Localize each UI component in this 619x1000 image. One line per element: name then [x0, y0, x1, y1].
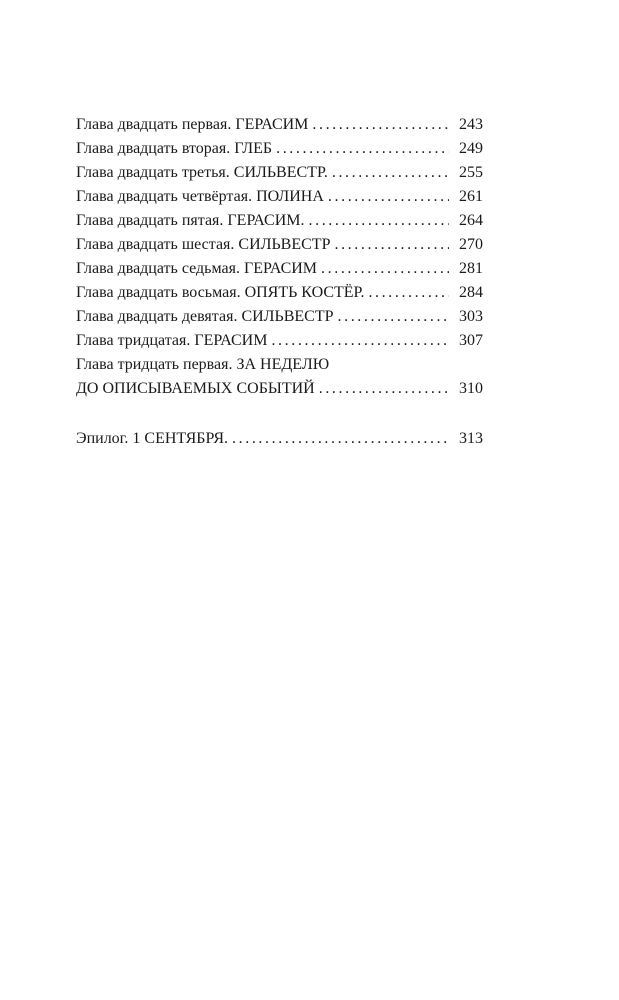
toc-entry-title: Глава двадцать третья. СИЛЬВЕСТР.	[76, 164, 328, 181]
toc-entry-chapter-29[interactable]	[76, 305, 483, 329]
toc-entry-chapter-24[interactable]	[76, 185, 483, 209]
toc-entry-title: Глава двадцать седьмая. ГЕРАСИМ	[76, 260, 318, 277]
section-spacer	[76, 401, 483, 427]
toc-entry-title: Эпилог. 1 СЕНТЯБРЯ.	[76, 430, 229, 447]
toc-entry-page: 249	[459, 140, 483, 157]
toc-entry-chapter-31-line1[interactable]	[76, 353, 483, 377]
toc-entry-chapter-31-line2[interactable]	[76, 377, 483, 401]
dot-leader	[368, 281, 449, 305]
dot-leader	[332, 161, 449, 185]
toc-entry-page: 313	[459, 430, 483, 447]
toc-entry-page: 281	[459, 260, 483, 277]
dot-leader	[312, 113, 449, 137]
dot-leader	[319, 377, 449, 401]
dot-leader	[276, 137, 449, 161]
toc-entry-page: 307	[459, 332, 483, 349]
toc-entry-page: 310	[459, 380, 483, 397]
toc-entry-title: Глава тридцать первая. ЗА НЕДЕЛЮ	[76, 356, 330, 373]
toc-entry-epilogue[interactable]	[76, 427, 483, 451]
toc-entry-page: 255	[459, 164, 483, 181]
toc-entry-page: 243	[459, 116, 483, 133]
toc-entry-chapter-28[interactable]	[76, 281, 483, 305]
toc-entry-chapter-30[interactable]	[76, 329, 483, 353]
toc-entry-page: 284	[459, 284, 483, 301]
toc-entry-page: 270	[459, 236, 483, 253]
dot-leader	[271, 329, 449, 353]
dot-leader	[321, 257, 449, 281]
toc-entry-chapter-22[interactable]	[76, 137, 483, 161]
dot-leader	[232, 427, 449, 451]
toc-entry-title: Глава двадцать шестая. СИЛЬВЕСТР	[76, 236, 331, 253]
toc-entry-chapter-21[interactable]	[76, 113, 483, 137]
toc-entry-title: Глава двадцать пятая. ГЕРАСИМ.	[76, 212, 305, 229]
table-of-contents	[76, 113, 483, 451]
toc-entry-chapter-26[interactable]	[76, 233, 483, 257]
dot-leader	[338, 305, 450, 329]
toc-entry-chapter-25[interactable]	[76, 209, 483, 233]
toc-entry-title: Глава тридцатая. ГЕРАСИМ	[76, 332, 268, 349]
toc-entry-title-continued: ДО ОПИСЫВАЕМЫХ СОБЫТИЙ	[76, 380, 315, 397]
dot-leader	[334, 233, 449, 257]
toc-entry-page: 303	[459, 308, 483, 325]
toc-entry-chapter-23[interactable]	[76, 161, 483, 185]
toc-entry-title: Глава двадцать девятая. СИЛЬВЕСТР	[76, 308, 334, 325]
dot-leader	[328, 185, 449, 209]
toc-entry-chapter-27[interactable]	[76, 257, 483, 281]
toc-entry-page: 261	[459, 188, 483, 205]
toc-entry-title: Глава двадцать четвёртая. ПОЛИНА	[76, 188, 324, 205]
toc-entry-page: 264	[459, 212, 483, 229]
toc-entry-title: Глава двадцать первая. ГЕРАСИМ	[76, 116, 309, 133]
dot-leader	[309, 209, 450, 233]
toc-entry-title: Глава двадцать вторая. ГЛЕБ	[76, 140, 273, 157]
toc-entry-title: Глава двадцать восьмая. ОПЯТЬ КОСТЁР.	[76, 284, 365, 301]
